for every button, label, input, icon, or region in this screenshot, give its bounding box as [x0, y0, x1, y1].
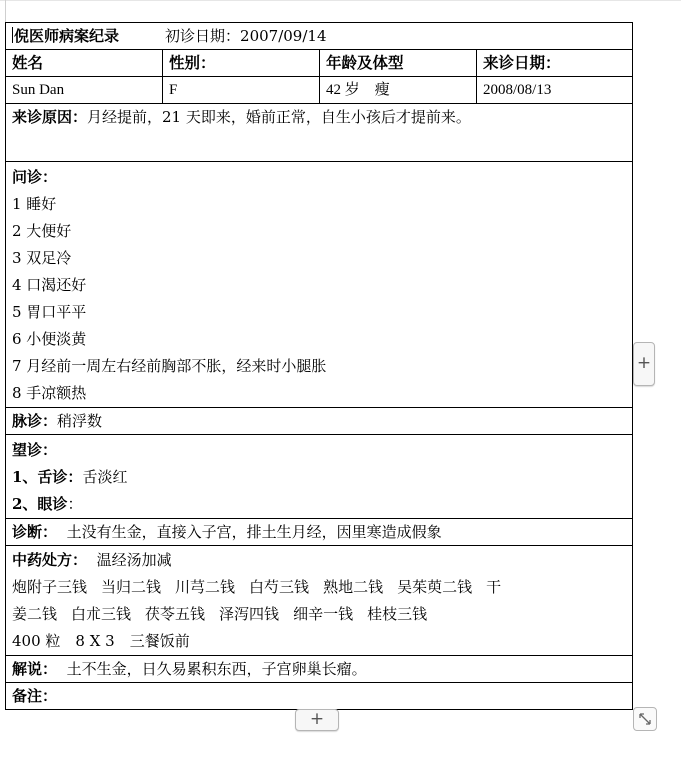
table-resize-handle[interactable] — [633, 707, 657, 731]
explanation-row — [6, 656, 633, 683]
inquiry-item: 4 口渴还好 — [12, 276, 87, 294]
reason-cell[interactable] — [6, 104, 633, 162]
herb: 细辛一钱 — [293, 605, 354, 623]
patient-age-build[interactable]: 42 岁 瘦 — [320, 77, 477, 104]
explanation-label: 解说： — [12, 660, 58, 678]
herb: 白朮三钱 — [71, 605, 132, 623]
inquiry-item: 2 大便好 — [12, 222, 72, 240]
herb: 吴茱萸二钱 — [397, 578, 473, 596]
herb: 桂枝三钱 — [367, 605, 428, 623]
page-corner-mark — [0, 0, 6, 22]
observation-cell[interactable] — [6, 435, 633, 519]
explanation-text: 土不生金，日久易累积东西，子宫卵巢长瘤。 — [66, 660, 367, 678]
eye-text: ： — [67, 495, 83, 513]
eye-label: 2、眼诊 — [12, 495, 68, 513]
observation-label: 望诊： — [12, 441, 58, 459]
resize-icon — [637, 711, 653, 727]
prescription-label: 中药处方： — [12, 551, 88, 569]
title-cell[interactable] — [6, 23, 633, 50]
title-row — [6, 23, 633, 50]
diagnosis-row — [6, 519, 633, 546]
notes-row — [6, 683, 633, 710]
inquiry-item: 8 手凉额热 — [12, 384, 87, 402]
notes-label: 备注： — [12, 687, 58, 705]
herb: 熟地二钱 — [323, 578, 384, 596]
text-cursor — [12, 27, 13, 43]
add-column-button[interactable]: + — [633, 342, 655, 386]
patient-visit-date[interactable]: 2008/08/13 — [477, 77, 633, 104]
herb: 茯苓五钱 — [145, 605, 206, 623]
herb: 姜二钱 — [12, 605, 58, 623]
inquiry-label: 问诊： — [12, 168, 58, 186]
patient-row — [6, 77, 633, 104]
herbs-line-2 — [12, 601, 626, 628]
reason-label: 来诊原因： — [12, 108, 88, 126]
herb: 当归二钱 — [101, 578, 162, 596]
pulse-row — [6, 408, 633, 435]
header-name[interactable]: 姓名 — [6, 50, 163, 77]
herb: 干 — [486, 578, 502, 596]
prescription-row — [6, 546, 633, 656]
diagnosis-cell[interactable] — [6, 519, 633, 546]
header-age-build[interactable]: 年龄及体型 — [320, 50, 477, 77]
tongue-label: 1、舌诊： — [12, 468, 83, 486]
dosage: 400 粒 8 X 3 三餐饭前 — [12, 632, 190, 650]
patient-name[interactable]: Sun Dan — [6, 77, 163, 104]
record-title: 倪医师病案纪录 — [14, 27, 120, 45]
inquiry-item: 1 睡好 — [12, 195, 57, 213]
add-row-button[interactable]: + — [295, 709, 339, 731]
medical-record-table — [5, 22, 633, 710]
header-row — [6, 50, 633, 77]
inquiry-row — [6, 162, 633, 408]
herb: 泽泻四钱 — [219, 605, 280, 623]
prescription-cell[interactable] — [6, 546, 633, 656]
header-visit-date[interactable]: 来诊日期： — [477, 50, 633, 77]
prescription-formula: 温经汤加减 — [96, 551, 172, 569]
inquiry-item: 6 小便淡黄 — [12, 330, 87, 348]
observation-row — [6, 435, 633, 519]
inquiry-item: 7 月经前一周左右经前胸部不胀，经来时小腿胀 — [12, 357, 327, 375]
tongue-text: 舌淡红 — [82, 468, 128, 486]
diagnosis-text: 土没有生金，直接入子宫，排土生月经，因里寒造成假象 — [66, 523, 442, 541]
reason-text: 月经提前，21 天即来，婚前正常，自生小孩后才提前来。 — [87, 108, 471, 126]
inquiry-cell[interactable] — [6, 162, 633, 408]
notes-cell[interactable] — [6, 683, 633, 710]
header-gender[interactable]: 性别： — [163, 50, 320, 77]
page-top-edge — [0, 0, 681, 1]
herb: 川芎二钱 — [175, 578, 236, 596]
first-visit-date: 2007/09/14 — [240, 27, 327, 45]
patient-gender[interactable]: F — [163, 77, 320, 104]
inquiry-item: 3 双足冷 — [12, 249, 72, 267]
inquiry-item: 5 胃口平平 — [12, 303, 87, 321]
herb: 炮附子三钱 — [12, 578, 88, 596]
herb: 白芍三钱 — [249, 578, 310, 596]
first-visit-label: 初诊日期： — [165, 27, 241, 45]
pulse-cell[interactable] — [6, 408, 633, 435]
diagnosis-label: 诊断： — [12, 523, 58, 541]
pulse-label: 脉诊： — [12, 412, 58, 430]
herbs-line-1 — [12, 574, 626, 601]
explanation-cell[interactable] — [6, 656, 633, 683]
pulse-text: 稍浮数 — [57, 412, 103, 430]
reason-row — [6, 104, 633, 162]
